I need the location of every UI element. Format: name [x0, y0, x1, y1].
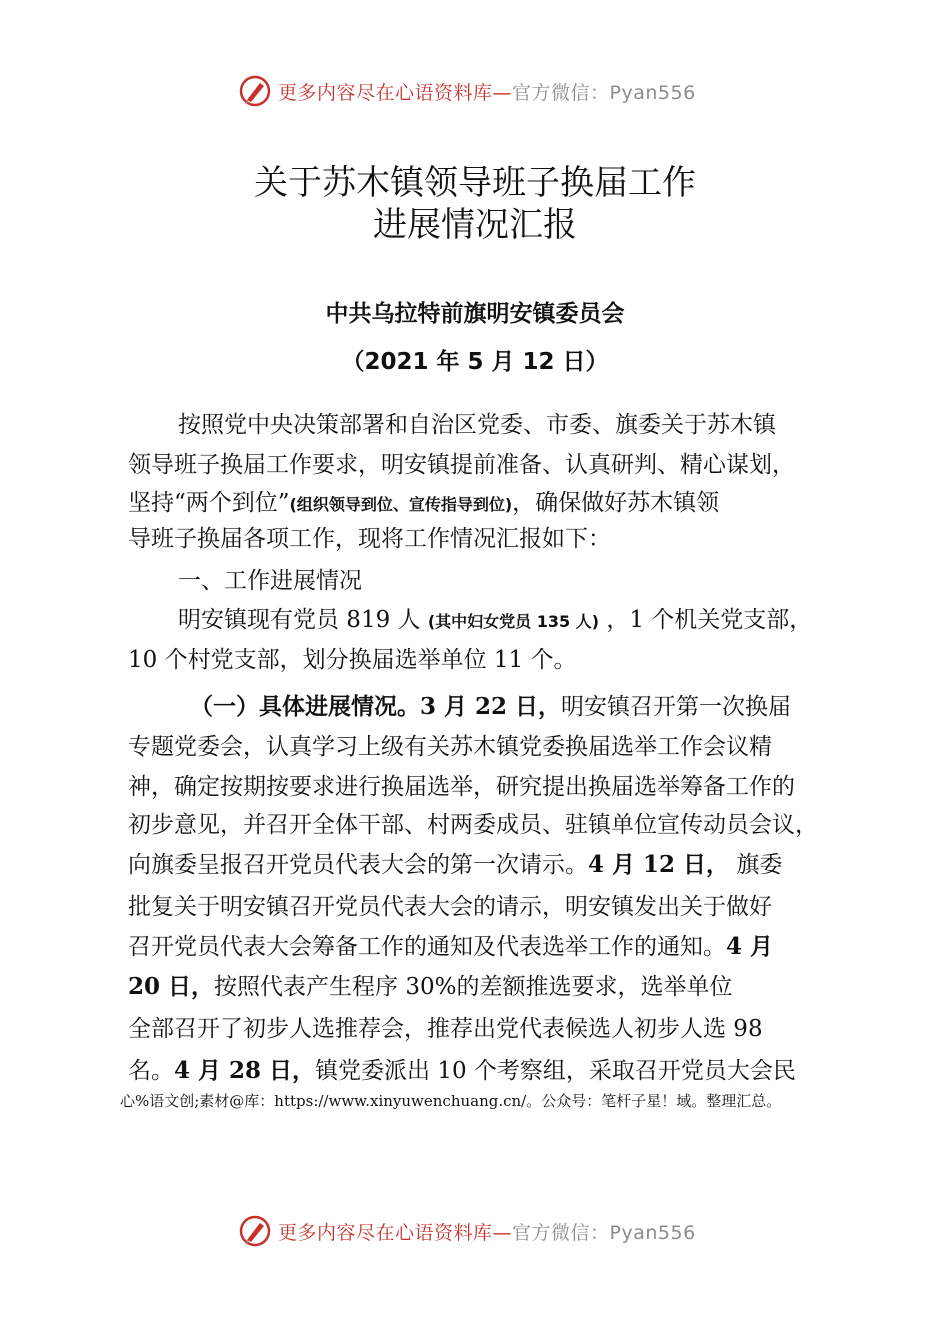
intro-line-2: 领导班子换届工作要求，明安镇提前准备、认真研判、精心谋划， — [128, 452, 795, 478]
issuing-organization: 中共乌拉特前旗明安镇委员会 — [325, 301, 625, 327]
watermark-text: 更多内容尽在心语资料库—官方微信：Pyan556 — [278, 81, 696, 104]
sub1-line-6: 批复关于明安镇召开党员代表大会的请示，明安镇发出关于做好 — [128, 894, 772, 920]
section-heading-1: 一、工作进展情况 — [178, 568, 362, 594]
watermark-text: 更多内容尽在心语资料库—官方微信：Pyan556 — [278, 1221, 696, 1244]
watermark-header — [238, 72, 696, 110]
section1-line-1: 明安镇现有党员 819 人 (其中妇女党员 135 人) ，1 个机关党支部， — [178, 607, 813, 633]
sub1-line-10: 名。4 月 28 日，镇党委派出 10 个考察组，采取召开党员大会民 — [128, 1057, 796, 1084]
section1-line-2: 10 个村党支部，划分换届选举单位 11 个。 — [128, 647, 577, 673]
document-title-line1: 关于苏木镇领导班子换届工作 — [254, 163, 696, 203]
document-title-line2: 进展情况汇报 — [373, 205, 577, 245]
sub1-line-4: 初步意见，并召开全体干部、村两委成员、驻镇单位宣传动员会议， — [128, 812, 818, 838]
intro-line-1: 按照党中央决策部署和自治区党委、市委、旗委关于苏木镇 — [178, 412, 776, 438]
sub1-line-5: 向旗委呈报召开党员代表大会的第一次请示。4 月 12 日， 旗委 — [128, 851, 783, 878]
sub1-line-7: 召开党员代表大会筹备工作的通知及代表选举工作的通知。4 月 — [128, 933, 774, 960]
sub1-line-3: 神，确定按期按要求进行换届选举，研究提出换届选举筹备工作的 — [128, 774, 795, 800]
intro-line-3: 坚持“两个到位”(组织领导到位、宣传指导到位)，确保做好苏木镇领 — [128, 490, 720, 516]
pen-logo-icon — [238, 1214, 272, 1248]
sub1-line-2: 专题党委会，认真学习上级有关苏木镇党委换届选举工作会议精 — [128, 734, 772, 760]
sub1-line-8: 20 日，按照代表产生程序 30%的差额推选要求，选举单位 — [128, 973, 733, 1000]
sub1-line-1: （一）具体进展情况。3 月 22 日，明安镇召开第一次换届 — [190, 693, 792, 720]
sub1-line-9: 全部召开了初步人选推荐会，推荐出党代表候选人初步人选 98 — [128, 1016, 763, 1042]
intro-line-4: 导班子换届各项工作，现将工作情况汇报如下： — [128, 526, 611, 552]
source-footnote: 心%语文创;素材@库：https://www.xinyuwenchuang.cn/。公众号：笔杆子星！域。整理汇总。 — [120, 1092, 782, 1110]
watermark-footer — [238, 1212, 696, 1250]
pen-logo-icon — [238, 74, 272, 108]
document-date: （2021 年 5 月 12 日） — [341, 349, 609, 375]
